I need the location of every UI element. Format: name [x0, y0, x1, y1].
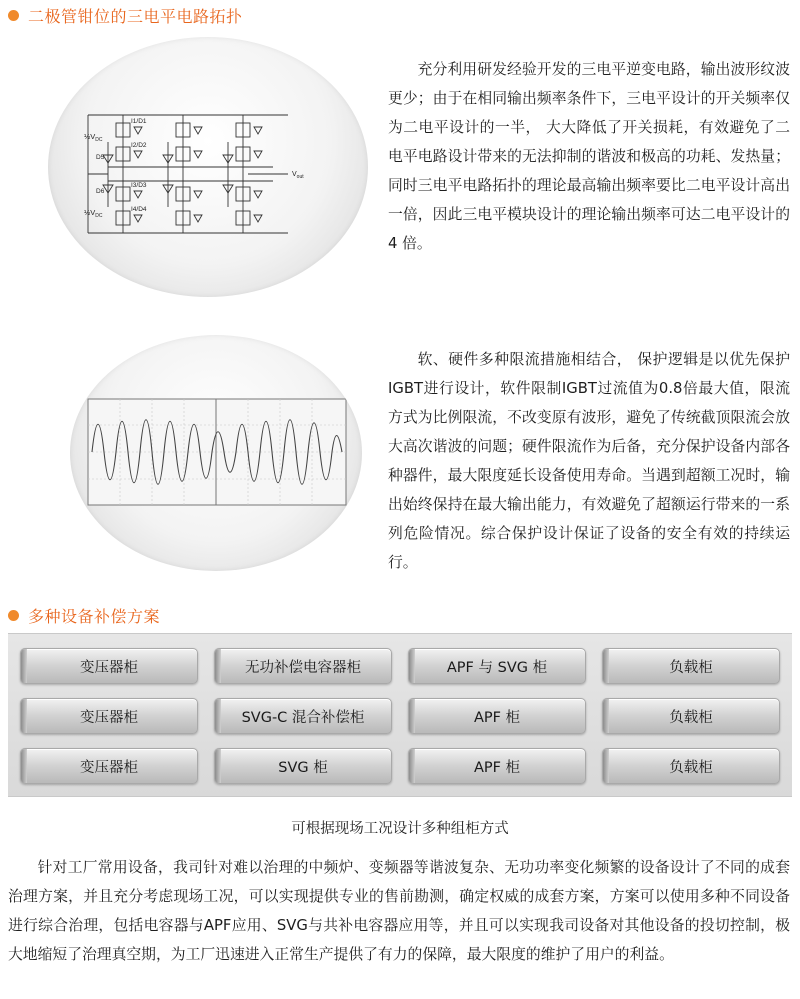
cabinet-apf-svg: APF 与 SVG 柜	[408, 648, 586, 684]
section-title-text: 二极管钳位的三电平电路拓扑	[28, 6, 243, 26]
waveform-plot	[70, 335, 362, 571]
svg-text:½VDC	[84, 208, 103, 219]
label-t1: I1/D1	[131, 118, 147, 125]
cabinet-load: 负载柜	[602, 748, 780, 784]
cabinet-reactive-capacitor: 无功补偿电容器柜	[214, 648, 392, 684]
cabinet-apf: APF 柜	[408, 748, 586, 784]
cabinet-transformer: 变压器柜	[20, 698, 198, 734]
label-vdc-bot-sub: DC	[95, 213, 103, 219]
cabinet-combination-panel	[8, 633, 792, 797]
label-d5: D5	[96, 154, 105, 161]
oscilloscope-waveform-image	[70, 335, 362, 571]
protection-description: 软、硬件多种限流措施相结合， 保护逻辑是以优先保护IGBT进行设计，软件限制IGBT过流值为0.8倍最大值，限流方式为比例限流，不改变原有波形，避免了传统截顶限流会放大高次谐波的问题；硬件限流作为后备，充分保护设备内部各种器件，最大限度延长设备使用寿命。当遇到超额工况时，输出始终保持在最大输出能力，有效避免了超额运行带来的一系列危险情况。综合保护设计保证了设备的安全有效的持续运行。	[388, 351, 790, 571]
section-title-compensation	[8, 603, 160, 627]
label-t3: I3/D3	[131, 182, 147, 189]
label-d6: D6	[96, 188, 105, 195]
cabinet-svg-c-hybrid: SVG-C 混合补偿柜	[214, 698, 392, 734]
cabinet-apf: APF 柜	[408, 698, 586, 734]
circuit-schematic	[48, 37, 368, 297]
label-vdc-top: ½V	[84, 132, 96, 141]
section-title-text: 多种设备补偿方案	[28, 606, 161, 626]
svg-text:½VDC	[84, 132, 103, 143]
cabinet-load: 负载柜	[602, 648, 780, 684]
section-title-topology	[8, 3, 243, 27]
label-vout: V	[292, 171, 297, 178]
bullet-dot-icon	[8, 10, 19, 21]
solution-description: 针对工厂常用设备，我司针对难以治理的中频炉、变频器等谐波复杂、无功功率变化频繁的设备设计了不同的成套治理方案，并且充分考虑现场工况，可以实现提供专业的售前勘测，确定权威的成套方案，方案可以使用多种不同设备进行综合治理，包括电容器与APF应用、SVG与共补电容器应用等，并且可以实现我司设备对其他设备的投切控制，极大地缩短了治理真空期，为工厂迅速进入正常生产提供了有力的保障，最大限度的维护了用户的利益。	[8, 859, 790, 963]
cabinet-row-2	[20, 698, 780, 734]
cabinet-load: 负载柜	[602, 698, 780, 734]
label-t2: I2/D2	[131, 142, 147, 149]
cabinet-caption: 可根据现场工况设计多种组柜方式	[291, 821, 509, 837]
cabinet-svg: SVG 柜	[214, 748, 392, 784]
label-vout-sub: out	[296, 174, 304, 180]
label-vdc-bot: ½V	[84, 208, 96, 217]
svg-text:Vout	[292, 171, 304, 180]
label-vdc-top-sub: DC	[95, 137, 103, 143]
cabinet-transformer: 变压器柜	[20, 748, 198, 784]
label-t4: I4/D4	[131, 206, 147, 213]
cabinet-transformer: 变压器柜	[20, 648, 198, 684]
topology-description: 充分利用研发经验开发的三电平逆变电路，输出波形纹波更少；由于在相同输出频率条件下，三电平设计的开关频率仅为二电平设计的一半， 大大降低了开关损耗，有效避免了二电平电路设计带来的无法抑制的谐波和极高的功耗、发热量；同时三电平电路拓扑的理论最高输出频率要比二电平设计高出一倍，因此三电平模块设计的理论输出频率可达二电平设计的 4 倍。	[388, 61, 790, 252]
bullet-dot-icon	[8, 610, 19, 621]
cabinet-row-3	[20, 748, 780, 784]
three-level-circuit-diagram	[48, 37, 368, 297]
cabinet-row-1	[20, 648, 780, 684]
